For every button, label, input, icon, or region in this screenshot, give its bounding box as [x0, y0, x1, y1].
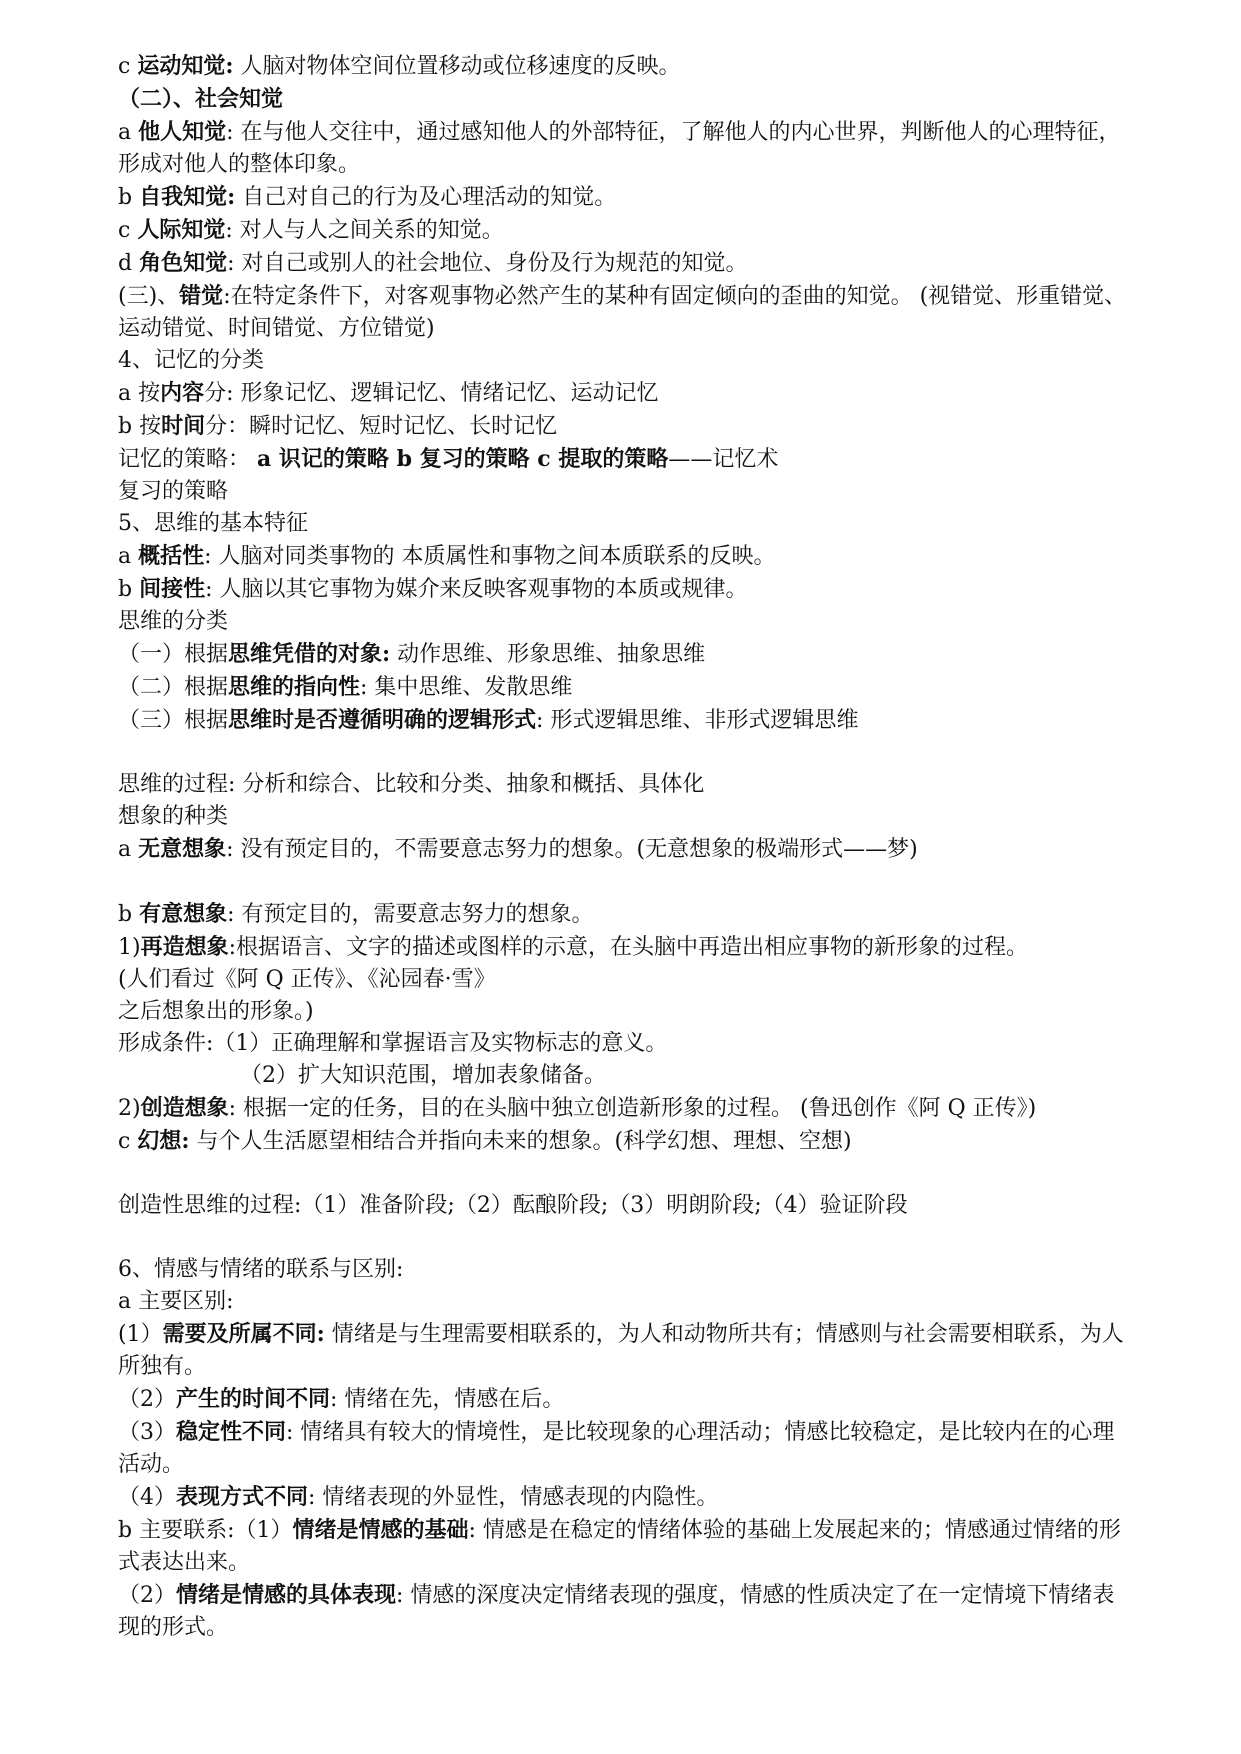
text-segment: : 根据一定的任务，目的在头脑中独立创造新形象的过程。 (鲁迅创作《阿 Q 正传》): [228, 1096, 1037, 1121]
bold-term: 情绪是情感的基础: [292, 1517, 469, 1543]
bold-term: 表现方式不同: [176, 1484, 309, 1510]
text-segment: 6、情感与情绪的联系与区别:: [118, 1257, 404, 1282]
text-segment: (人们看过《阿 Q 正传》、《沁园春·雪》: [118, 967, 496, 992]
text-segment: 思维的分类: [118, 609, 229, 634]
bold-term: 创造想象: [140, 1095, 229, 1121]
text-segment: : 在与他人交往中，通过感知他人的外部特征，了解他人的内心世界，判断他人的心理特征，形成对他人的整体印象。: [118, 120, 1121, 177]
text-segment: : 形式逻辑思维、非形式逻辑思维: [536, 708, 859, 733]
blank-line: [118, 866, 1128, 898]
text-segment: 动作思维、形象思维、抽象思维: [390, 642, 706, 667]
text-segment: 思维的过程: 分析和综合、比较和分类、抽象和概括、具体化: [118, 772, 705, 797]
text-segment: 分：瞬时记忆、短时记忆、长时记忆: [205, 414, 558, 439]
text-segment: c: [118, 1129, 138, 1154]
text-segment: 想象的种类: [118, 804, 229, 829]
text-segment: a 主要区别:: [118, 1289, 234, 1314]
text-segment: 形成条件:（1）正确理解和掌握语言及实物标志的意义。: [118, 1031, 668, 1056]
text-line: [118, 1286, 1128, 1318]
blank-line: [118, 737, 1128, 769]
text-segment: 之后想象出的形象。): [118, 999, 314, 1024]
blank-line: [118, 1222, 1128, 1254]
text-line: [118, 50, 1128, 83]
text-segment: （一）根据: [118, 642, 229, 667]
bold-term: 思维时是否遵循明确的逻辑形式: [228, 707, 537, 733]
text-segment: : 情感的深度决定情绪表现的强度，情感的性质决定了在一定情境下情绪表现的形式。: [118, 1583, 1115, 1640]
text-segment: b: [118, 577, 140, 602]
text-segment: 分: 形象记忆、逻辑记忆、情绪记忆、运动记忆: [204, 381, 659, 406]
text-segment: : 情绪具有较大的情境性，是比较现象的心理活动；情感比较稳定，是比较内在的心理活动。: [118, 1420, 1115, 1477]
bold-term: 概括性: [138, 543, 205, 569]
text-line: [118, 247, 1128, 280]
text-segment: : 对自己或别人的社会地位、身份及行为规范的知觉。: [227, 251, 748, 276]
text-segment: 复习的策略: [118, 479, 229, 504]
text-line: [118, 1579, 1128, 1644]
text-segment: d: [118, 251, 140, 276]
bold-term: 错觉: [179, 283, 224, 309]
blank-line: [118, 1158, 1128, 1190]
text-line: [118, 1190, 1128, 1222]
text-line: [118, 1125, 1128, 1158]
bold-term: 幻想:: [137, 1128, 190, 1154]
bold-term: 需要及所属不同:: [162, 1321, 325, 1347]
text-line: [118, 964, 1128, 996]
text-line: [118, 1254, 1128, 1286]
text-segment: 自己对自己的行为及心理活动的知觉。: [235, 185, 617, 210]
text-segment: : 人脑以其它事物为媒介来反映客观事物的本质或规律。: [205, 577, 748, 602]
bold-term: 稳定性不同: [176, 1419, 287, 1445]
text-segment: : 人脑对同类事物的 本质属性和事物之间本质联系的反映。: [204, 544, 776, 569]
bold-term: 思维的指向性: [228, 674, 361, 700]
text-segment: 1): [118, 935, 141, 960]
text-line: [118, 443, 1128, 476]
text-line: [118, 769, 1128, 801]
text-segment: a: [118, 544, 139, 569]
text-segment: : 情绪在先，情感在后。: [330, 1387, 565, 1412]
text-line: [118, 476, 1128, 508]
text-segment: :根据语言、文字的描述或图样的示意，在头脑中再造出相应事物的新形象的过程。: [228, 935, 1029, 960]
bold-term: 有意想象: [139, 901, 228, 927]
text-segment: : 对人与人之间关系的知觉。: [225, 218, 504, 243]
text-segment: 与个人生活愿望相结合并指向未来的想象。(科学幻想、理想、空想): [189, 1129, 852, 1154]
text-line: [118, 214, 1128, 247]
text-segment: : 集中思维、发散思维: [360, 675, 573, 700]
text-segment: （2）: [118, 1387, 176, 1412]
text-segment: 人脑对物体空间位置移动或位移速度的反映。: [233, 54, 681, 79]
text-line: [118, 540, 1128, 573]
text-segment: ——记忆术: [668, 447, 779, 472]
text-line: [118, 573, 1128, 606]
bold-term: 内容: [160, 380, 205, 406]
text-segment: : 情绪表现的外显性，情感表现的内隐性。: [308, 1485, 719, 1510]
bold-term: 时间: [161, 413, 206, 439]
text-line: [118, 410, 1128, 443]
document-body: [118, 50, 1128, 1644]
text-segment: (1）: [118, 1322, 163, 1347]
text-segment: （三）根据: [118, 708, 229, 733]
text-segment: a 按: [118, 381, 161, 406]
bold-term: 思维凭借的对象:: [228, 641, 391, 667]
text-line: [118, 1028, 1128, 1060]
text-line: [118, 345, 1128, 377]
text-line: [118, 996, 1128, 1028]
text-line: [118, 1318, 1128, 1383]
bold-term: 产生的时间不同: [176, 1386, 331, 1412]
text-line: [118, 181, 1128, 214]
text-line: [118, 1060, 1128, 1092]
text-line: [118, 704, 1128, 737]
text-line: [118, 833, 1128, 866]
bold-term: 再造想象: [140, 934, 229, 960]
text-line: [118, 1481, 1128, 1514]
text-segment: : 有预定目的，需要意志努力的想象。: [227, 902, 594, 927]
text-segment: 记忆的策略：: [118, 447, 257, 472]
bold-term: 人际知觉: [137, 217, 226, 243]
text-line: [118, 83, 1128, 116]
text-segment: a: [118, 120, 139, 145]
text-line: [118, 898, 1128, 931]
text-segment: b 按: [118, 414, 162, 439]
text-line: [118, 606, 1128, 638]
bold-term: 角色知觉: [139, 250, 228, 276]
text-line: [118, 931, 1128, 964]
text-line: [118, 508, 1128, 540]
text-segment: （2）: [118, 1583, 176, 1608]
text-segment: : 情感是在稳定的情绪体验的基础上发展起来的；情感通过情绪的形式表达出来。: [118, 1518, 1121, 1575]
text-line: [118, 116, 1128, 181]
bold-term: 无意想象: [138, 836, 227, 862]
text-segment: 4、记忆的分类: [118, 348, 264, 373]
bold-term: a 识记的策略 b 复习的策略 c 提取的策略: [257, 446, 669, 472]
bold-term: （二）、社会知觉: [118, 86, 284, 112]
text-line: [118, 377, 1128, 410]
bold-term: 自我知觉:: [139, 184, 236, 210]
text-segment: 5、思维的基本特征: [118, 511, 308, 536]
bold-term: 情绪是情感的具体表现: [176, 1582, 397, 1608]
text-segment: c: [118, 54, 138, 79]
text-segment: : 没有预定目的，不需要意志努力的想象。(无意想象的极端形式——梦): [226, 837, 918, 862]
text-line: [118, 671, 1128, 704]
text-segment: b: [118, 185, 140, 210]
bold-term: 他人知觉: [138, 119, 227, 145]
text-segment: 情绪是与生理需要相联系的，为人和动物所共有；情感则与社会需要相联系，为人所独有。: [118, 1322, 1124, 1379]
text-segment: （二）根据: [118, 675, 229, 700]
text-segment: 创造性思维的过程:（1）准备阶段;（2）酝酿阶段;（3）明朗阶段;（4）验证阶段: [118, 1193, 908, 1218]
text-segment: 2): [118, 1096, 141, 1121]
text-segment: b: [118, 902, 140, 927]
text-line: [118, 1092, 1128, 1125]
text-segment: （2）扩大知识范围，增加表象储备。: [240, 1063, 606, 1088]
text-line: [118, 1383, 1128, 1416]
bold-term: 间接性: [139, 576, 206, 602]
text-segment: c: [118, 218, 138, 243]
text-line: [118, 801, 1128, 833]
text-segment: （4）: [118, 1485, 176, 1510]
text-segment: a: [118, 837, 139, 862]
bold-term: 运动知觉:: [137, 53, 234, 79]
text-segment: （3）: [118, 1420, 176, 1445]
text-line: [118, 1416, 1128, 1481]
text-segment: (三)、: [118, 284, 180, 309]
text-line: [118, 280, 1128, 345]
text-segment: :在特定条件下，对客观事物必然产生的某种有固定倾向的歪曲的知觉。 (视错觉、形重错觉、运动错觉、时间错觉、方位错觉): [118, 284, 1127, 341]
text-line: [118, 638, 1128, 671]
text-line: [118, 1514, 1128, 1579]
text-segment: b 主要联系:（1）: [118, 1518, 293, 1543]
